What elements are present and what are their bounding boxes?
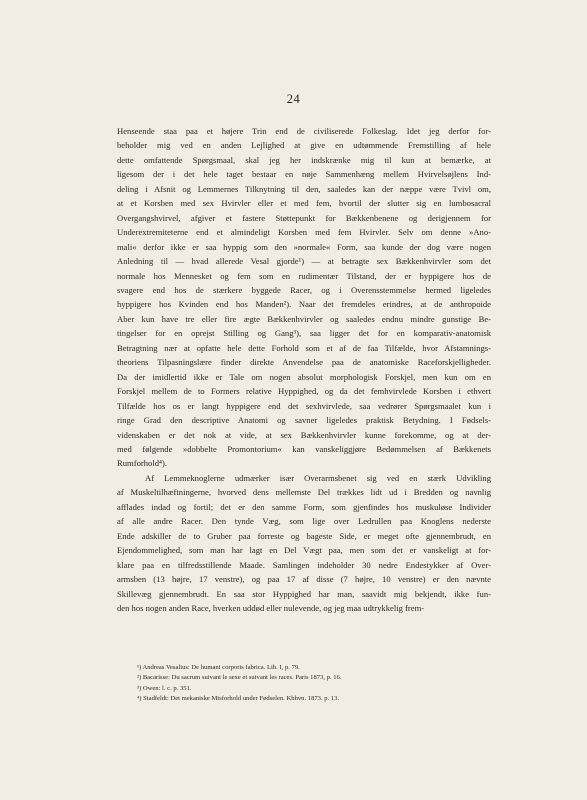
text-line: at et Korsben med sex Hvirvler eller et med fem, hvortil der slutter sig en lumbosacral: [117, 198, 491, 209]
text-line: Henseende staa paa et højere Trin end de civiliserede Folkeslag. Idet jeg derfor for-: [117, 126, 491, 136]
footnote: ¹) Andreas Vesalius: De humani corporis fabrica. Lib. I, p. 79.: [137, 664, 300, 671]
text-line: Ejendommelighed, som man har lagt en Del Vægt paa, men som det er vanskeligt at for-: [117, 545, 491, 556]
text-line: klare paa en tilfredsstillende Maade. Samlingen indeholder 30 nedre Endestykker af Over-: [117, 559, 491, 570]
text-line: Rumforhold⁴).: [117, 458, 168, 469]
text-line: dette omfattende Spørgsmaal, skal jeg her indskrænke mig til kun at bemærke, at: [117, 154, 491, 165]
paragraph-2: [117, 471, 491, 616]
text-line: beholder mig ved en anden Lejlighed at give en udtømmende Fremstilling af hele: [117, 140, 491, 151]
text-line: Anledning til — hvad allerede Vesal gjorde¹) — at betragte sex Bækkenhvirvler som det: [117, 256, 491, 267]
page-number: 24: [286, 92, 301, 106]
text-line: ligesom der i det hele taget bestaar en nøje Sammenhæng mellem Hvirvelsøjlens Ind-: [117, 169, 491, 180]
body-text: [117, 124, 491, 615]
paragraph-1: [117, 124, 491, 471]
text-line: den hos nogen anden Race, hverken uddød eller nulevende, og jeg maa udtrykkelig frem-: [117, 602, 425, 613]
text-line: Skillevæg gjennembrudt. En saa stor Hyppighed har man, saavidt mig bekjendt, ikke fun-: [117, 588, 491, 599]
text-line: videnskaben er det nok at vide, at sex Bækkenhvirvler kunne forekomme, og at der-: [117, 429, 491, 440]
text-line: Betragtning nær at opfatte hele dette Forhold som et af de faa Tilfælde, hvor Afstamnings-: [117, 342, 491, 353]
text-line: Af Lemmeknoglerne udmærker især Overarmsbenet sig ved en stærk Udvikling: [145, 472, 491, 483]
text-line: Aber kun have tre eller fire ægte Bækkenhvirvler og saaledes endnu mindre gunstige Be-: [117, 313, 491, 324]
footnote: ²) Bacarisse: Du sacrum suivant le sexe et suivant les races. Paris 1873, p. 16.: [137, 674, 342, 682]
text-line: hyppigere hos Kvinden end hos Manden²). Naar det fremdeles erindres, at de anthropoide: [117, 299, 491, 310]
text-line: mali« derfor ikke er saa hyppig som den »normale« Form, saa kunde der dog være nogen: [117, 241, 491, 252]
text-line: tingelser for en oprejst Stilling og Gang³), saa ligger det for en komparativ-anatomisk: [117, 328, 491, 339]
text-line: Tilfælde hos os er langt hyppigere end det sexhvirvlede, saa vedrører Spørgsmaalet kun i: [117, 400, 491, 411]
text-line: med følgende »dobbelte Promontorium« kan vanskeliggjøre Bedømmelsen af Bækkenets: [117, 443, 491, 454]
text-line: deling i Afsnit og Lemmernes Tilknytning til den, saaledes kan der næppe være Tvivl om,: [117, 183, 491, 194]
text-line: af alle andre Racer. Den tynde Væg, som lige over Ledrullen paa Knoglens nederste: [117, 516, 491, 527]
text-line: svagere end hos de stærkere byggede Racer, og i Overensstemmelse hermed ligeledes: [117, 284, 491, 295]
text-line: Forskjel mellem de to Formers relative Hyppighed, og da det femhvirvlede Korsben i ethvert: [117, 386, 491, 397]
text-line: Overgangshvirvel, afgiver et fastere Støttepunkt for Bækkenbenene og derigjennem for: [117, 212, 491, 223]
text-line: afflades indad og fortil; det er den samme Form, som gjenfindes hos muskuløse Individer: [117, 501, 491, 512]
text-line: Underextremiteterne end et almindeligt Korsben med fem Hvirvler. Selv om denne »Ano-: [117, 227, 491, 238]
text-line: ringe Grad den descriptive Anatomi og savner ligeledes praktisk Betydning. I Fødsels-: [117, 415, 491, 426]
text-line: normale hos Mennesket og fem som en rudimentær Tilstand, der er hyppigere hos de: [117, 270, 491, 281]
text-line: armsben (13 højre, 17 venstre), og paa 17 af disse (7 højre, 10 venstre) er den nævnte: [117, 574, 491, 585]
text-line: Ende adskiller de to Gruber paa forreste og bageste Side, er meget ofte gjennembrudt, en: [117, 530, 491, 541]
text-line: af Muskeltilhæftningerne, hvorved dens mellemste Del trækkes lidt ud i Bredden og navnlig: [117, 487, 491, 498]
footnote: ⁴) Stadfeldt: Det mekaniske Misforhold under Fødselen. Kbhvn. 1873. p. 13.: [137, 695, 340, 703]
text-line: Da der imidlertid ikke er Tale om nogen absolut morphologisk Forskjel, men kun om en: [117, 371, 491, 382]
text-line: theoriens Tilpasningslære finder direkte Anvendelse paa de anatomiske Raceforskjelligheder.: [117, 357, 491, 368]
footnotes: [117, 663, 491, 705]
footnote: ³) Owen: l. c. p. 351.: [137, 684, 192, 692]
